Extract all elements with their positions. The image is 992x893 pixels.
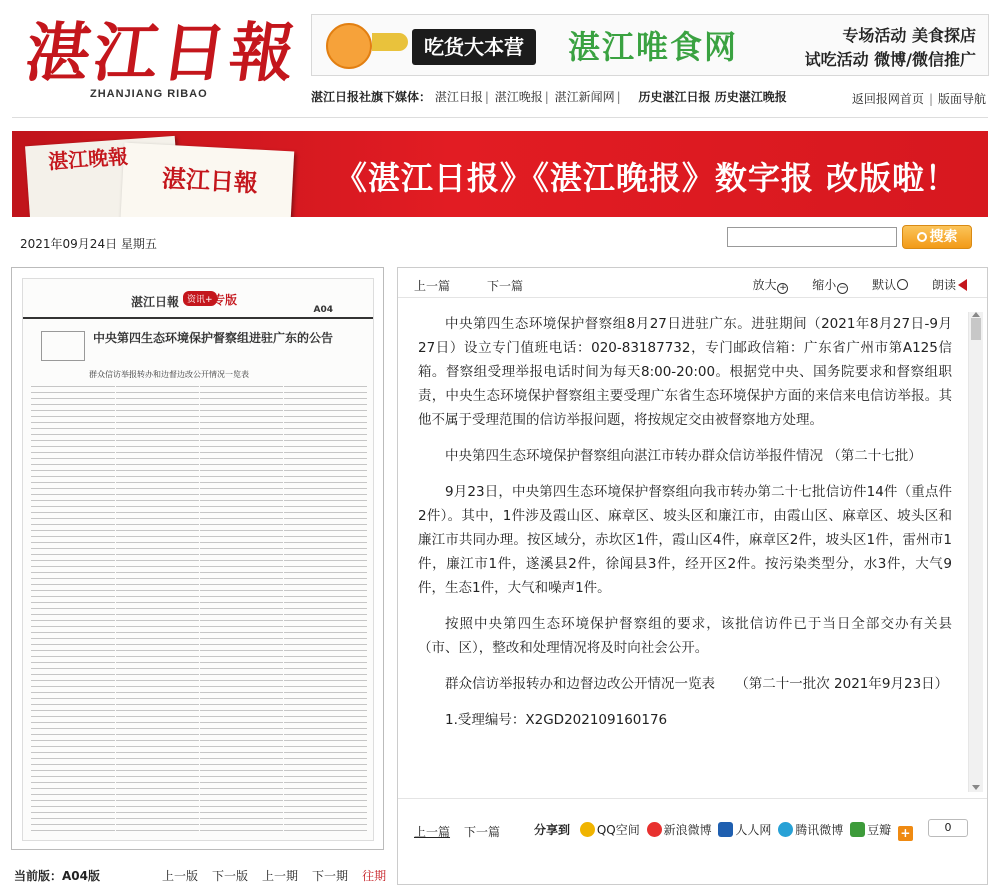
share-weibo[interactable] (647, 821, 712, 838)
next-edition-link[interactable]: 下一版 (212, 869, 249, 883)
header-divider (12, 117, 988, 118)
share-label: 分享到 (534, 823, 571, 837)
article-paragraph: 1.受理编号：X2GD202109160176 (445, 712, 668, 728)
zoom-out-label: 缩小 (812, 278, 837, 292)
media-link-zjnews[interactable]: 湛江新闻网 (554, 90, 615, 104)
history-links[interactable]: 历史湛江日报 历史湛江晚报 (638, 90, 787, 104)
food-ad-banner[interactable] (311, 14, 989, 76)
ad-box-text: 吃货大本营 (412, 29, 536, 65)
site-logo[interactable] (18, 14, 303, 104)
page-subheadline[interactable]: 群众信访举报转办和边督边改公开情况一览表 (89, 370, 249, 379)
banner-headline: 《湛江日报》《湛江晚报》数字报 改版啦！ (334, 159, 958, 197)
top-links: 返回报网首页 | 版面导航 (851, 92, 986, 106)
past-issues-link[interactable]: 往期 (362, 869, 387, 883)
paper-1-title: 湛江晚報 (47, 144, 129, 174)
ad-line-1: 专场活动 美食探店 (842, 26, 976, 45)
read-aloud-button[interactable] (922, 278, 967, 292)
column-gutter (115, 383, 116, 833)
zoom-in-button[interactable] (742, 278, 788, 292)
next-article-link[interactable]: 下一篇 (487, 279, 524, 293)
share-bar (534, 821, 913, 841)
current-edition-label: 当前版： (14, 869, 63, 883)
page-notice-box (41, 331, 85, 361)
page-nav-link[interactable]: 版面导航 (937, 92, 986, 106)
prev-edition-link[interactable]: 上一版 (162, 869, 199, 883)
column-gutter (283, 383, 284, 833)
weibo-label: 新浪微博 (663, 823, 712, 837)
article-toolbar (398, 268, 987, 298)
scroll-thumb[interactable] (971, 318, 981, 340)
page-thumbnail-frame (11, 267, 384, 850)
page-tag: 资讯+ (183, 291, 217, 306)
article-footer (398, 798, 987, 858)
qzone-label: QQ空间 (596, 823, 640, 837)
plus-circle-icon: + (779, 283, 787, 293)
search-button-label: 搜索 (929, 229, 958, 245)
column-gutter (199, 383, 200, 833)
media-link-zjrb[interactable]: 湛江日报 (434, 90, 483, 104)
minus-circle-icon: − (839, 283, 847, 293)
trumpet-icon (372, 33, 408, 51)
footer-next-article[interactable]: 下一篇 (464, 825, 501, 839)
prev-issue-link[interactable]: 上一期 (262, 869, 299, 883)
share-qzone[interactable] (580, 821, 640, 838)
article-paragraph: 9月23日，中央第四生态环境保护督察组向我市转办第二十七批信访件14件（重点件2件）。其中，1件涉及霞山区、麻章区、坡头区和廉江市，由霞山区、麻章区、坡头区和廉江市共同办理。按区域分，赤坎区1件，霞山区4件，麻章区2件，坡头区1件，雷州市1件，廉江市1件，遂溪县2件，徐闻县3件，经开区2件。按污染类型分，水3件，大气9件，生态1件，大气和噪声1件。 (418, 484, 952, 596)
article-paragraph: 按照中央第四生态环境保护督察组的要求，该批信访件已于当日全部交办有关县（市、区），整改和处理情况将及时向社会公开。 (418, 616, 952, 656)
logo-english: ZHANJIANG RIBAO (90, 88, 208, 100)
page-section: 专版 (213, 293, 238, 307)
article-paragraph: 中央第四生态环境保护督察组向湛江市转办群众信访举报件情况 （第二十七批） (445, 448, 922, 464)
zoom-in-label: 放大 (752, 278, 777, 292)
qzone-icon (580, 822, 595, 837)
share-tencent-weibo[interactable] (778, 821, 843, 838)
footer-prev-article[interactable]: 上一篇 (414, 825, 451, 839)
renren-icon (718, 822, 733, 837)
scroll-down-icon[interactable] (972, 785, 980, 790)
douban-label: 豆瓣 (867, 823, 892, 837)
search-button[interactable] (902, 225, 972, 249)
douban-icon (850, 822, 865, 837)
page-headline[interactable]: 中央第四生态环境保护督察组进驻广东的公告 (93, 331, 334, 345)
tencent-weibo-label: 腾讯微博 (795, 823, 844, 837)
share-renren[interactable] (718, 821, 771, 838)
article-paragraph: 中央第四生态环境保护督察组8月27日进驻广东。进驻期间（2021年8月27日-9月27日）设立专门值班电话：020-83187732，专门邮政信箱：广东省广州市第A125信箱。督察组受理举报电话时间为每天8:00-20:00。根据党中央、国务院要求和督察组职责，中央生态环境保护督察组主要受理广东省生态环境保护方面的来信来电信访举报。其他不属于受理范围的信访举报问题，将按规定交由被督察地方处理。 (418, 316, 952, 428)
mascot-icon (326, 23, 372, 69)
page-number: A04 (313, 305, 333, 315)
next-issue-link[interactable]: 下一期 (312, 869, 349, 883)
ad-line-2: 试吃活动 微博/微信推广 (804, 50, 976, 69)
tencent-weibo-icon (778, 822, 793, 837)
media-bar: 湛江日报社旗下媒体： 湛江日报 | 湛江晚报 | 湛江新闻网 | 历史湛江日报 历史湛江晚报 (311, 90, 787, 104)
article-scrollbar[interactable] (968, 312, 983, 792)
issue-date: 2021年09月24日 星期五 (20, 237, 157, 251)
share-count: 0 (928, 819, 968, 837)
prev-article-link[interactable]: 上一篇 (414, 279, 451, 293)
share-more-icon[interactable]: + (898, 826, 913, 841)
ad-brand: 湛江唯食网 (568, 28, 739, 66)
read-label: 朗读 (931, 278, 956, 292)
default-label: 默认 (872, 278, 897, 292)
speaker-icon (958, 279, 967, 291)
weibo-icon (647, 822, 662, 837)
search-icon (917, 232, 927, 242)
paper-2-title: 湛江日報 (161, 163, 259, 198)
circle-icon (897, 279, 908, 290)
article-body[interactable] (418, 312, 952, 792)
scroll-up-icon[interactable] (972, 312, 980, 317)
share-douban[interactable] (850, 821, 891, 838)
media-label: 湛江日报社旗下媒体： (311, 90, 432, 104)
search-input[interactable] (727, 227, 897, 247)
current-edition-value: A04版 (62, 869, 101, 883)
article-panel (397, 267, 988, 885)
newspaper-page-image[interactable] (22, 278, 374, 841)
digital-edition-banner[interactable] (12, 131, 988, 217)
current-edition (14, 867, 100, 884)
article-paragraph: 群众信访举报转办和边督边改公开情况一览表 （第二十一批次 2021年9月23日） (445, 676, 949, 692)
edition-nav (162, 867, 386, 884)
logo-chinese: 湛江日報 (20, 16, 304, 91)
page-logo: 湛江日報 (131, 295, 180, 309)
renren-label: 人人网 (735, 823, 772, 837)
default-size-button[interactable] (862, 278, 908, 292)
media-link-zjwb[interactable]: 湛江晚报 (494, 90, 543, 104)
back-home-link[interactable]: 返回报网首页 (851, 92, 924, 106)
reading-tools (732, 276, 967, 294)
zoom-out-button[interactable] (802, 278, 848, 292)
